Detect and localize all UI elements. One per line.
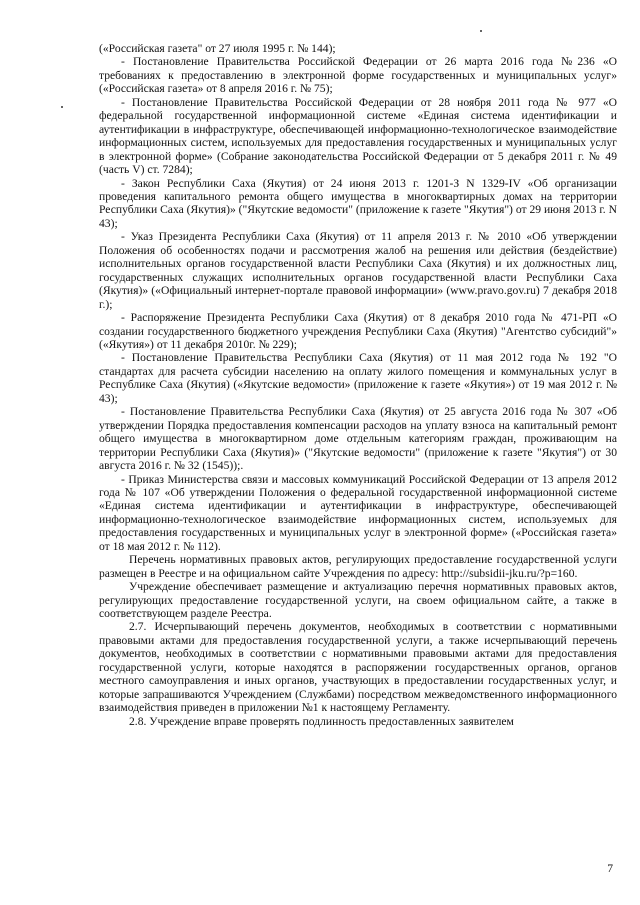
- paragraph-order-107: - Приказ Министерства связи и массовых коммуникаций Российской Федерации от 13 апреля 2012 года № 107 «Об утверждении Положения о федеральной государственной информационной системе «Единая система идентификации и аутентификации в инфраструктуре, обеспечивающей информационно-технологическое взаимодействие информационных систем, используемых для предоставления государственных и муниципальных услуг в электронной форме» («Российская газета» от 18 мая 2012 г. № 112).: [99, 472, 617, 553]
- document-body: [99, 42, 617, 728]
- paragraph-order-471: - Распоряжение Президента Республики Саха (Якутия) от 8 декабря 2010 года № 471-РП «О создании государственного бюджетного учреждения Республики Саха (Якутия) "Агентство субсидий"» («Якутия») от 11 декабря 2010г. № 229);: [99, 311, 617, 351]
- paragraph-continuation: («Российская газета" от 27 июля 1995 г. № 144);: [99, 42, 336, 55]
- paragraph-resolution-236: - Постановление Правительства Российской Федерации от 26 марта 2016 года №236 «О требованиях к предоставлению в электронной форме государственных и муниципальных услуг» («Российская газета» от 8 апреля 2016 г. № 75);: [99, 55, 617, 96]
- scan-speck-mark: [480, 30, 482, 32]
- scan-speck-mark: [61, 106, 63, 108]
- paragraph-section-2-7: 2.7. Исчерпывающий перечень документов, необходимых в соответствии с нормативными правовыми актами для предоставления государственной услуги, а также исчерпывающий перечень документов, необходимых в соответствии с нормативными правовыми актами для предоставления государственной услуги, которые находятся в распоряжении государственных органов, органов местного самоуправления и иных органов, участвующих в предоставлении государственных услуг, и которые запрашиваются Учреждением (Службами) посредством межведомственного информационного взаимодействия приведен в приложении №1 к настоящему Регламенту.: [99, 620, 617, 715]
- page-number: 7: [607, 862, 613, 875]
- paragraph-resolution-192: - Постановление Правительства Республики Саха (Якутия) от 11 мая 2012 года № 192 "О стандартах для расчета субсидии населению на оплату жилого помещения и коммунальных услуг в Республике Саха (Якутия) («Якутские ведомости» (приложение к газете «Якутия») от 19 мая 2012 г. № 43);: [99, 351, 617, 405]
- paragraph-section-2-8: 2.8. Учреждение вправе проверять подлинность предоставленных заявителем: [129, 714, 514, 728]
- paragraph-list-update: Учреждение обеспечивает размещение и актуализацию перечня нормативных правовых актов, регулирующих предоставление государственной услуги, на своем официальном сайте, а также в соответствующем разделе Реестра.: [99, 580, 617, 621]
- paragraph-decree-2010: - Указ Президента Республики Саха (Якутия) от 11 апреля 2013 г. № 2010 «Об утверждении Положения об особенностях подачи и рассмотрения жалоб на решения или действия (бездействие) исполнительных органов государственной власти Республики Саха (Якутия) и их должностных лиц, государственных служащих исполнительных органов государственной власти Республики Саха (Якутия)» («Официальный интернет-портале правовой информации» (www.pravo.gov.ru) 7 декабря 2018 г.);: [99, 230, 617, 311]
- paragraph-list-location: Перечень нормативных правовых актов, регулирующих предоставление государственной услуги размещен в Реестре и на официальном сайте Учреждения по адресу: http://subsidii-jku.ru/?p=160.: [99, 553, 617, 580]
- paragraph-resolution-977: - Постановление Правительства Российской Федерации от 28 ноября 2011 года № 977 «О федеральной государственной информационной системе «Единая система идентификации и аутентификации в инфраструктуре, обеспечивающей информационно-технологическое взаимодействие информационных систем, используемых для предоставления государственных и муниципальных услуг в электронной форме» (Собрание законодательства Российской Федерации от 5 декабря 2011 г. № 49 (часть V) ст. 7284);: [99, 95, 617, 177]
- paragraph-law-1201: - Закон Республики Саха (Якутия) от 24 июня 2013 г. 1201-З N 1329-IV «Об организации проведения капитального ремонта общего имущества в многоквартирных домах на территории Республики Саха (Якутия)» ("Якутские ведомости" (приложение к газете "Якутия") от 29 июня 2013 г. N 43);: [99, 176, 617, 230]
- paragraph-resolution-307: - Постановление Правительства Республики Саха (Якутия) от 25 августа 2016 года № 307 «Об утверждении Порядка предоставления компенсации расходов на уплату взноса на капитальный ремонт общего имущества в многоквартирном доме отдельным категориям граждан, проживающим на территории Республики Саха (Якутия)» ("Якутские ведомости" (приложение к газете "Якутия") от 30 августа 2016 г. № 32 (1545));.: [99, 405, 617, 473]
